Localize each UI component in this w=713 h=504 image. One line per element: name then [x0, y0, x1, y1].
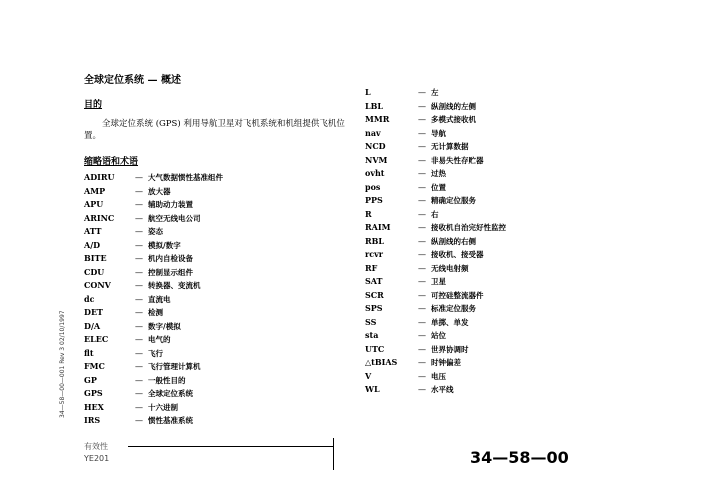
abbr-term: NVM [365, 154, 388, 165]
abbr-dash: — [135, 362, 143, 371]
abbr-row [84, 333, 223, 347]
abbr-term: ovht [365, 168, 385, 178]
abbr-dash: — [418, 128, 426, 138]
abbr-term: rcvr [365, 249, 383, 259]
abbr-meaning: 纵剖线的左侧 [431, 101, 476, 111]
abbr-term: RBL [365, 235, 385, 246]
abbr-meaning: 纵剖线的右侧 [431, 236, 476, 246]
abbr-dash: — [418, 196, 426, 205]
abbr-row [84, 212, 223, 226]
abbr-term: dc [84, 293, 95, 304]
abbr-row [365, 181, 506, 195]
abbr-row [84, 387, 223, 401]
abbr-dash: — [135, 335, 143, 344]
abbr-dash: — [135, 402, 143, 412]
abbr-meaning: 导航 [431, 128, 446, 138]
abbr-meaning: 检测 [148, 308, 163, 317]
abbr-term: SS [365, 316, 377, 327]
abbr-term: HEX [84, 401, 104, 412]
abbr-meaning: 辅助动力装置 [148, 200, 193, 209]
abbr-term: IRS [84, 415, 101, 425]
abbr-meaning: 电气的 [148, 335, 171, 344]
abbr-dash: — [418, 290, 426, 300]
abbr-meaning: 可控硅整流器件 [431, 290, 484, 300]
abbr-meaning: 转换器、变流机 [148, 281, 201, 290]
abbr-heading: 缩略语和术语 [84, 157, 139, 167]
abbr-dash: — [418, 263, 426, 273]
abbr-meaning: 接收机自治完好性监控 [431, 223, 506, 232]
abbr-dash: — [135, 308, 143, 317]
abbr-meaning: 多模式接收机 [431, 115, 476, 124]
abbr-meaning: 非易失性存贮器 [431, 155, 484, 165]
side-reference: 34—58—00—001 Rev 3 02/10/1997 [59, 310, 66, 418]
abbr-term: CONV [84, 280, 111, 290]
abbr-term: AMP [84, 185, 106, 196]
abbr-row [84, 401, 223, 415]
effectivity-label: 有效性 [84, 442, 108, 451]
abbr-dash: — [135, 416, 143, 425]
abbr-row [365, 289, 506, 303]
abbr-meaning: 一般性目的 [148, 375, 186, 385]
abbr-dash: — [418, 385, 426, 394]
abbr-meaning: 过热 [431, 169, 446, 178]
abbr-term: SPS [365, 303, 383, 313]
abbr-term: V [365, 370, 372, 381]
abbr-dash: — [418, 169, 426, 178]
abbr-row [365, 316, 506, 330]
abbr-meaning: 卫星 [431, 277, 446, 286]
abbr-dash: — [135, 294, 143, 304]
abbr-row [365, 262, 506, 276]
abbr-meaning: 飞行 [148, 348, 163, 358]
abbr-term: LBL [365, 100, 384, 111]
abbr-term: FMC [84, 361, 105, 371]
abbr-meaning: 时钟偏差 [431, 358, 461, 367]
abbr-row [84, 374, 223, 388]
abbr-row [84, 306, 223, 320]
abbr-meaning: 放大器 [148, 186, 171, 196]
abbr-row [84, 266, 223, 280]
purpose-text: 全球定位系统 (GPS) 利用导航卫星对飞机系统和机组提供飞机位置。 [84, 119, 345, 141]
abbr-term: ARINC [84, 212, 115, 223]
abbr-term: flt [84, 347, 94, 358]
abbr-term: UTC [365, 343, 385, 354]
abbr-dash: — [418, 155, 426, 165]
abbr-dash: — [418, 371, 426, 381]
abbr-meaning: 站位 [431, 331, 446, 340]
abbr-dash: — [418, 88, 426, 97]
abbr-meaning: 左 [431, 88, 439, 97]
abbr-term: nav [365, 127, 381, 138]
abbr-dash: — [418, 344, 426, 354]
abbr-meaning: 姿态 [148, 227, 163, 236]
abbr-term: SCR [365, 289, 384, 300]
effectivity-value: YE201 [84, 454, 110, 463]
abbr-row [84, 293, 223, 307]
abbr-dash: — [135, 213, 143, 223]
abbr-meaning: 无计算数据 [431, 142, 469, 151]
abbr-term: pos [365, 181, 381, 192]
abbr-dash: — [418, 223, 426, 232]
abbr-row [84, 414, 223, 428]
abbr-row [365, 383, 506, 397]
abbr-meaning: 惯性基准系统 [148, 416, 193, 425]
abbr-list-left [84, 171, 223, 428]
abbr-row [84, 347, 223, 361]
abbr-dash: — [418, 209, 426, 219]
abbr-row [365, 248, 506, 262]
purpose-heading: 目的 [84, 100, 103, 110]
abbr-meaning: 接收机、接受器 [431, 250, 484, 259]
abbr-dash: — [418, 317, 426, 327]
abbr-dash: — [135, 186, 143, 196]
abbr-row [84, 171, 223, 185]
abbr-term: GP [84, 374, 97, 385]
abbr-row [84, 198, 223, 212]
abbr-row [365, 370, 506, 384]
abbr-dash: — [135, 281, 143, 290]
abbr-term: D/A [84, 320, 101, 331]
abbr-dash: — [418, 358, 426, 367]
abbr-term: CDU [84, 266, 105, 277]
abbr-term: MMR [365, 114, 390, 124]
abbr-term: PPS [365, 195, 383, 205]
abbr-dash: — [418, 277, 426, 286]
abbr-dash: — [135, 254, 143, 263]
abbr-row [365, 154, 506, 168]
abbr-row [84, 239, 223, 253]
abbr-meaning: 模拟/数字 [148, 240, 181, 250]
abbr-meaning: 大气数据惯性基准组件 [148, 173, 223, 182]
abbr-meaning: 十六进制 [148, 402, 178, 412]
abbr-row [365, 235, 506, 249]
abbr-dash: — [135, 267, 143, 277]
abbr-term: GPS [84, 388, 103, 398]
abbr-term: ADIRU [84, 172, 115, 182]
abbr-dash: — [418, 304, 426, 313]
abbr-row [84, 185, 223, 199]
abbr-meaning: 电压 [431, 371, 446, 381]
abbr-dash: — [135, 389, 143, 398]
abbr-row [84, 279, 223, 293]
footer-rule [128, 446, 333, 447]
abbr-meaning: 无线电射频 [431, 263, 469, 273]
abbr-term: A/D [84, 239, 101, 250]
abbr-meaning: 水平线 [431, 385, 454, 394]
abbr-dash: — [135, 375, 143, 385]
abbr-dash: — [418, 331, 426, 340]
abbr-dash: — [135, 227, 143, 236]
page-number: 34—58—00 [470, 448, 569, 467]
abbr-row [365, 140, 506, 154]
abbr-term: APU [84, 199, 104, 209]
abbr-term: L [365, 87, 371, 97]
page-title: 全球定位系统 — 概述 [84, 75, 181, 86]
abbr-dash: — [418, 182, 426, 192]
abbr-row [365, 86, 506, 100]
footer-divider [333, 438, 334, 470]
abbr-row [365, 329, 506, 343]
abbr-row [365, 343, 506, 357]
abbr-row [365, 302, 506, 316]
abbr-term: NCD [365, 141, 386, 151]
abbr-meaning: 飞行管理计算机 [148, 362, 201, 371]
abbr-meaning: 标准定位服务 [431, 304, 476, 313]
abbr-dash: — [135, 200, 143, 209]
abbr-term: ATT [84, 226, 102, 236]
abbr-meaning: 直流电 [148, 294, 171, 304]
abbr-term: WL [365, 384, 380, 394]
abbr-row [365, 194, 506, 208]
abbr-meaning: 机内自检设备 [148, 254, 193, 263]
abbr-dash: — [135, 173, 143, 182]
abbr-row [365, 113, 506, 127]
abbr-meaning: 精确定位服务 [431, 196, 476, 205]
abbr-list-right [365, 86, 506, 397]
abbr-dash: — [135, 321, 143, 331]
abbr-dash: — [135, 348, 143, 358]
abbr-dash: — [418, 115, 426, 124]
abbr-term: SAT [365, 276, 383, 286]
abbr-meaning: 右 [431, 209, 439, 219]
abbr-meaning: 全球定位系统 [148, 389, 193, 398]
abbr-row [365, 208, 506, 222]
abbr-row [84, 252, 223, 266]
abbr-meaning: 世界协调时 [431, 344, 469, 354]
abbr-row [365, 167, 506, 181]
abbr-dash: — [418, 101, 426, 111]
abbr-term: RF [365, 262, 378, 273]
abbr-term: R [365, 208, 372, 219]
abbr-meaning: 航空无线电公司 [148, 213, 201, 223]
abbr-dash: — [418, 142, 426, 151]
abbr-row [84, 360, 223, 374]
abbr-meaning: 控制显示组件 [148, 267, 193, 277]
abbr-row [365, 127, 506, 141]
abbr-term: sta [365, 330, 379, 340]
abbr-term: DET [84, 307, 103, 317]
abbr-row [365, 100, 506, 114]
abbr-meaning: 数字/模拟 [148, 321, 181, 331]
abbr-dash: — [418, 236, 426, 246]
abbr-term: ELEC [84, 334, 109, 344]
abbr-meaning: 单掷、单发 [431, 317, 469, 327]
abbr-term: △tBIAS [365, 357, 398, 367]
abbr-term: BITE [84, 253, 107, 263]
abbr-term: RAIM [365, 222, 391, 232]
abbr-row [84, 225, 223, 239]
abbr-dash: — [135, 240, 143, 250]
abbr-dash: — [418, 250, 426, 259]
abbr-row [365, 275, 506, 289]
abbr-meaning: 位置 [431, 182, 446, 192]
abbr-row [365, 356, 506, 370]
abbr-row [365, 221, 506, 235]
abbr-row [84, 320, 223, 334]
